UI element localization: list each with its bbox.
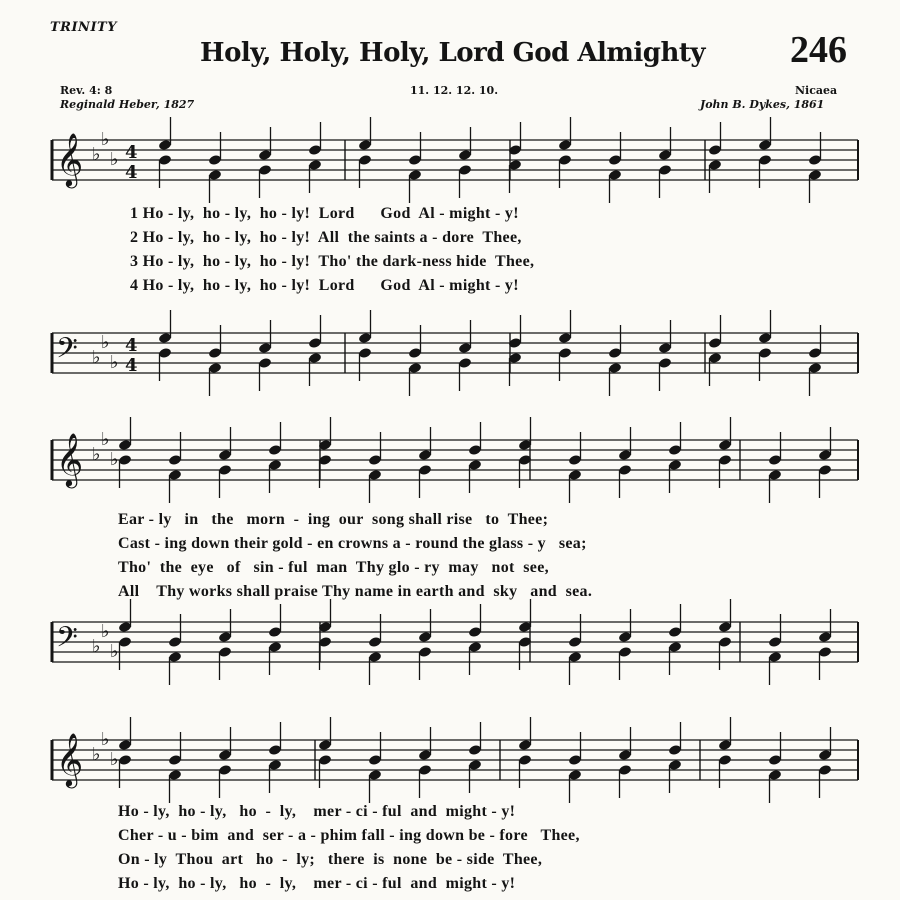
flat-icon: ♭ — [110, 449, 119, 470]
time-signature: 4 — [125, 162, 138, 183]
flat-icon: ♭ — [110, 149, 119, 170]
flat-icon: ♭ — [92, 347, 101, 368]
time-signature: 4 — [125, 142, 138, 163]
flat-icon: ♭ — [110, 641, 119, 662]
bass-clef-icon: 𝄢 — [56, 621, 78, 661]
hymn-title: Holy, Holy, Holy, Lord God Almighty — [200, 38, 705, 68]
lyric-line: Cher - u - bim and ser - a - phim fall - ing down be - fore Thee, — [118, 827, 580, 844]
flat-icon: ♭ — [101, 621, 110, 642]
flat-icon: ♭ — [110, 352, 119, 373]
flat-icon: ♭ — [110, 749, 119, 770]
lyric-line: All Thy works shall praise Thy name in earth and sky and sea. — [118, 583, 593, 600]
flat-icon: ♭ — [92, 744, 101, 765]
flat-icon: ♭ — [92, 144, 101, 165]
music-composer: John B. Dykes, 1861 — [700, 98, 825, 111]
lyric-line: On - ly Thou art ho - ly; there is none be - side Thee, — [118, 851, 543, 868]
flat-icon: ♭ — [101, 729, 110, 750]
treble-clef-icon: 𝄞 — [56, 132, 84, 186]
time-signature: 4 — [125, 335, 138, 356]
lyric-line: Cast - ing down their gold - en crowns a - round the glass - y sea; — [118, 535, 587, 552]
scripture-reference: Rev. 4: 8 — [60, 84, 113, 97]
bass-clef-icon: 𝄢 — [56, 332, 78, 372]
text-author: Reginald Heber, 1827 — [60, 98, 195, 111]
lyric-line: 4 Ho - ly, ho - ly, ho - ly! Lord God Al - might - y! — [130, 277, 519, 294]
lyric-line: 2 Ho - ly, ho - ly, ho - ly! All the saints a - dore Thee, — [130, 229, 522, 246]
treble-clef-icon: 𝄞 — [56, 432, 84, 486]
meter: 11. 12. 12. 10. — [410, 84, 499, 97]
time-signature: 4 — [125, 355, 138, 376]
lyric-line: Ho - ly, ho - ly, ho - ly, mer - ci - ful and might - y! — [118, 803, 516, 820]
flat-icon: ♭ — [101, 332, 110, 353]
treble-clef-icon: 𝄞 — [56, 732, 84, 786]
tune-name: TRINITY — [50, 20, 117, 35]
flat-icon: ♭ — [101, 129, 110, 150]
flat-icon: ♭ — [92, 444, 101, 465]
lyric-line: 1 Ho - ly, ho - ly, ho - ly! Lord God Al - might - y! — [130, 205, 519, 222]
lyric-line: Tho' the eye of sin - ful man Thy glo - ry may not see, — [118, 559, 549, 576]
flat-icon: ♭ — [101, 429, 110, 450]
lyrics-system-2 — [118, 508, 592, 604]
lyric-line: 3 Ho - ly, ho - ly, ho - ly! Tho' the dark-ness hide Thee, — [130, 253, 535, 270]
lyrics-system-1 — [130, 202, 534, 298]
lyric-line: Ho - ly, ho - ly, ho - ly, mer - ci - ful and might - y! — [118, 875, 516, 892]
flat-icon: ♭ — [92, 636, 101, 657]
tune-label: Nicaea — [795, 84, 838, 97]
lyric-line: Ear - ly in the morn - ing our song shall rise to Thee; — [118, 511, 549, 528]
hymn-number: 246 — [790, 29, 847, 71]
lyrics-system-3 — [118, 800, 580, 896]
